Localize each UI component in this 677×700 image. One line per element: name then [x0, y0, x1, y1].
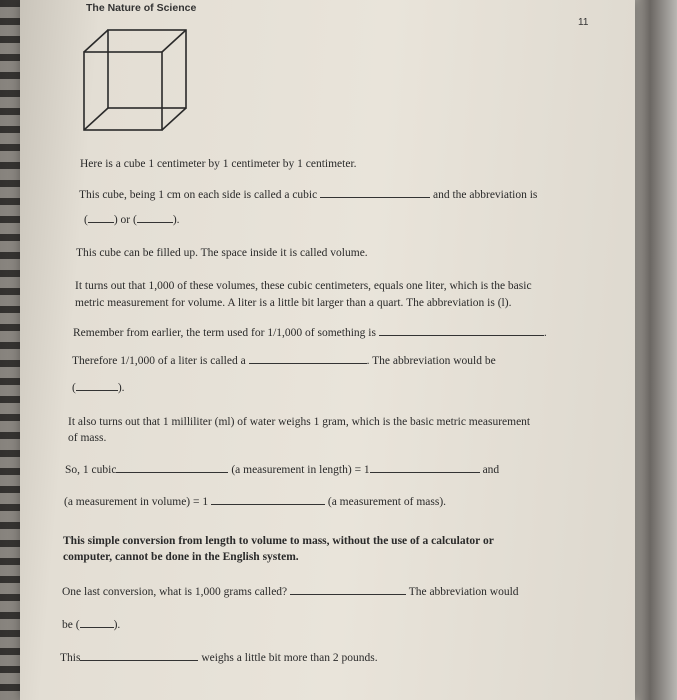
cube-description-text: Here is a cube 1 centimeter by 1 centimeter by 1 centimeter.: [80, 158, 357, 170]
kilogram-abbrev-line: [62, 617, 120, 631]
milli-question-line: [73, 325, 547, 339]
milliliter-line: [72, 353, 496, 367]
cubic-line: [79, 187, 537, 201]
blank-cubic-cm: [116, 462, 228, 473]
blank-abbrev-1: [88, 212, 114, 223]
milli-question-period: .: [543, 327, 547, 339]
paren-open-2: (: [72, 382, 76, 394]
mass-text-line-1: It also turns out that 1 milliliter (ml) of water weighs 1 gram, which is the basic metric measurement: [68, 416, 531, 428]
blank-unit-name: [320, 187, 430, 198]
blank-milliliter: [249, 353, 367, 364]
blank-prefix: [379, 325, 544, 336]
equivalence-line-1: [65, 462, 499, 476]
this-text: This: [60, 652, 81, 664]
paren-close: ).: [172, 214, 180, 226]
equivalence-line-2: [64, 494, 446, 508]
paren-open: (: [84, 214, 88, 226]
blank-volume-unit: [370, 462, 480, 473]
pounds-text: weighs a little bit more than 2 pounds.: [201, 652, 378, 664]
liter-text-line-1: It turns out that 1,000 of these volumes, these cubic centimeters, equals one liter, which is the basic: [75, 280, 532, 292]
abbreviation-line: [84, 212, 180, 226]
be-paren-open: be (: [62, 619, 80, 631]
blank-abbrev-2: [137, 212, 173, 223]
pounds-line: [60, 650, 378, 664]
cubic-line-end: and the abbreviation is: [432, 189, 538, 201]
page-number: 11: [578, 17, 589, 28]
liter-text-line-2: metric measurement for volume. A liter is a little bit larger than a quart. The abbreviation is (l).: [75, 297, 512, 309]
volume-text: This cube can be filled up. The space inside it is called volume.: [76, 247, 368, 259]
cube-drawing: [80, 26, 192, 136]
so-one-cubic: So, 1 cubic: [65, 464, 117, 476]
blank-kilogram-2: [80, 650, 198, 661]
blank-kilogram: [290, 584, 406, 595]
and-text: and: [482, 464, 500, 476]
mass-text-line-2: of mass.: [68, 432, 107, 444]
cubic-line-start: This cube, being 1 cm on each side is called a cubic: [79, 189, 318, 201]
milliliter-abbrev-line: [72, 380, 125, 394]
kilogram-question-text: One last conversion, what is 1,000 grams called?: [62, 586, 288, 598]
page-header-title: The Nature of Science: [86, 2, 197, 14]
paren-close-3: ).: [113, 619, 121, 631]
spiral-binding: [0, 0, 22, 700]
paren-close-2: ).: [117, 382, 125, 394]
blank-mass-unit: [211, 494, 325, 505]
conversion-note-line-1: This simple conversion from length to volume to mass, without the use of a calculator or: [63, 535, 494, 547]
mass-measure-text: (a measurement of mass).: [327, 496, 447, 508]
kilogram-question-line: [62, 584, 519, 598]
blank-kg-abbrev: [80, 617, 114, 628]
blank-ml-abbrev: [76, 380, 118, 391]
or-text: ) or (: [113, 214, 137, 226]
conversion-note-line-2: computer, cannot be done in the English system.: [63, 551, 299, 563]
kilogram-abbrev-text: The abbreviation would: [408, 586, 519, 598]
milliliter-line-start: Therefore 1/1,000 of a liter is called a: [72, 355, 246, 367]
length-measure-text: (a measurement in length) = 1: [231, 464, 370, 476]
volume-measure-text: (a measurement in volume) = 1: [64, 496, 209, 508]
milli-question-text: Remember from earlier, the term used for 1/1,000 of something is: [73, 327, 376, 339]
milliliter-line-end: . The abbreviation would be: [366, 355, 496, 367]
